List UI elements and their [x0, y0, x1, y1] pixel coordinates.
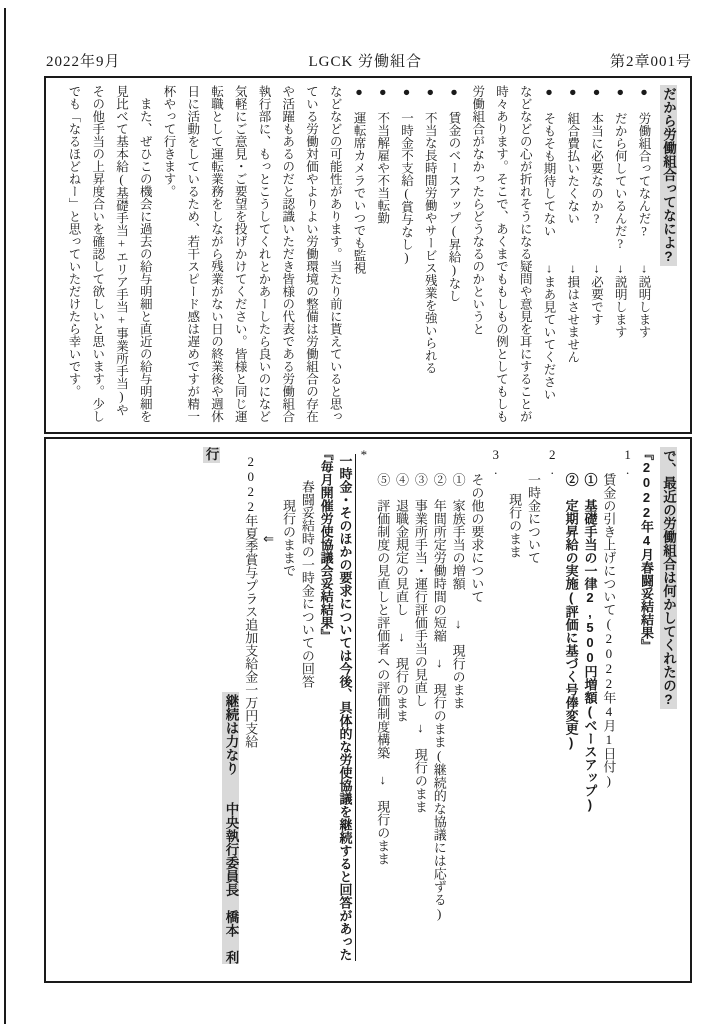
monthly-question: 春闘妥結時の一時金についての回答: [299, 479, 315, 688]
paragraph-main: などなどの可能性があります。当たり前に貰えていると思っている労働対価やよりよい労働環境の整備は労働組合の存在や活躍もあるのだと認識いただき皆様の代表である労働組合執行部に、もっとこうしてくれとかあーしたら良いのになど気軽にご意見・ご要望を投げかけてください。皆様と同じ運転職として運転業務をしながら残業がない日の終業後や週休日に活動をしているため、若干スピード感は遅めですが精一杯やって行きます。: [162, 85, 343, 423]
item3-sub-4: ④ 退職金規定の見直し ↓ 現行のまま: [394, 473, 410, 722]
section1-title-line: [655, 85, 682, 425]
item3-sub-2: ② 年間所定労働時間の短縮 ↓ 現行のまま(継続的な協議には応ずる): [431, 473, 447, 921]
item1-number: 1.: [620, 447, 636, 477]
doubt-answer: ↓損はさせません: [565, 261, 580, 363]
item2-number: 2.: [544, 447, 560, 477]
section2-title: で、最近の労働組合は何かしてくれたの?: [661, 449, 676, 707]
risk-text: 運転席カメラでいつでも監視: [352, 111, 366, 274]
risk-text: 一時金不支給(賞与なし): [399, 111, 414, 265]
header-org-title: LGCK 労働組合: [308, 54, 423, 70]
risk-text: 賃金のベースアップ(昇給)なし: [447, 111, 461, 302]
note-line: [335, 447, 354, 973]
header-issue-number: 第2章001号: [609, 54, 692, 70]
doubt-answer: ↓必要です: [589, 261, 604, 326]
doubt-answer: ↓説明します: [613, 261, 628, 338]
paragraph-intro: などなどの心が折れそうになる疑問や意見を耳にすることが時々あります。そこで、あくまでももしもの例としてもしも労働組合がなかったらどうなるのかというと: [470, 85, 533, 423]
doubt-item-3: [584, 85, 608, 425]
risk-item-2: [418, 85, 442, 425]
bullet-dot-icon: ●: [423, 85, 438, 99]
item3-sub-1: ① 家族手当の増額 ↓ 現行のまま: [450, 473, 466, 709]
bullet-dot-icon: ●: [565, 85, 580, 99]
doubt-question: 労働組合ってなんだ?: [637, 111, 651, 238]
bullet-dot-icon: ●: [399, 85, 414, 99]
item2-result: 現行のまま: [507, 492, 523, 558]
section-why-union-text: [54, 85, 682, 425]
bullet-dot-icon: ●: [542, 85, 556, 99]
doubt-item-1: [631, 85, 655, 425]
item1-text: 賃金の引き上げについて(2022年4月1日付): [601, 473, 617, 788]
item2-text: 一時金について: [525, 473, 541, 564]
left-double-arrow-icon: ⇐: [262, 531, 278, 547]
risk-item-3: [394, 85, 418, 425]
risk-item-5: [346, 85, 370, 425]
risk-text: 不当な長時間労働やサービス残業を強いられる: [423, 111, 438, 374]
bullet-dot-icon: ●: [352, 85, 366, 99]
paragraph-closing: また、ぜひこの機会に過去の給与明細と直近の給与明細を見比べて基本給(基礎手当+エリア手当+事業所手当)やその他手当の上昇度合いを確認して欲しいと思います。少しでも「なるほどねー」と思っていただけたら幸いです。: [67, 85, 153, 423]
doubt-question: 組合費払いたくない: [565, 111, 580, 224]
note-asterisk: *: [356, 447, 372, 462]
doubt-answer: ↓説明します: [637, 261, 651, 338]
doubt-question: 本当に必要なのか?: [589, 111, 604, 226]
note-text: 一時金・そのほかの要求については今後、具体的な労使協議を継続すると回答があった: [338, 454, 356, 961]
bullet-dot-icon: ●: [637, 85, 651, 99]
spring-results-title: 『2022年4月春闘妥結結果』: [639, 447, 654, 652]
doubt-answer: ↓まあ見ていてください: [542, 261, 556, 401]
section-results: [44, 437, 692, 983]
section1-title: だから労働組合ってなによ?: [661, 87, 676, 264]
doubt-question: だから何しているんだ?: [613, 111, 628, 251]
bullet-dot-icon: ●: [447, 85, 461, 99]
item3-sub-3: ③ 事業所手当・運行評価手当の見直し ↓ 現行のまま: [412, 473, 428, 813]
item3-number: 3.: [488, 447, 504, 477]
doubt-item-2: [608, 85, 632, 425]
header-date: 2022年9月: [46, 54, 121, 70]
monthly-results-title: 『毎月開催労使協議会妥結結果』: [318, 447, 334, 642]
section2-title-line: [655, 447, 682, 973]
doubt-question: そもそも期待してない: [542, 111, 556, 237]
section-why-union: [44, 76, 692, 434]
monthly-bonus: 2022年夏季賞与プラス追加支給金一万円支給: [243, 453, 259, 748]
monthly-status: 現行のままで: [280, 499, 296, 577]
item3-sub-5: ⑤ 評価制度の見直しと評価者への評価制度構築 ↓ 現行のまま: [375, 473, 391, 865]
bullet-dot-icon: ●: [613, 85, 628, 99]
page-edge-line: [4, 8, 6, 1024]
signature-text: 継続は力なり 中央執行委員長 橋本 利行: [203, 447, 239, 964]
risk-item-4: [370, 85, 394, 425]
signature-line: [201, 447, 241, 973]
page-header: [46, 50, 692, 71]
doubt-item-5: [536, 85, 560, 425]
bullet-dot-icon: ●: [589, 85, 604, 99]
bullet-dot-icon: ●: [375, 85, 390, 99]
risk-item-1: [441, 85, 465, 425]
doubt-item-4: [560, 85, 584, 425]
item1-sub-1: ① 基礎手当の一律2,500円増額(ベースアップ): [582, 473, 598, 812]
item1-sub-2: ② 定期昇給の実施(評価に基づく号俸変更): [563, 473, 579, 750]
item3-text: その他の要求について: [469, 473, 485, 603]
section-results-text: [54, 447, 682, 973]
risk-text: 不当解雇や不当転勤: [375, 111, 390, 224]
